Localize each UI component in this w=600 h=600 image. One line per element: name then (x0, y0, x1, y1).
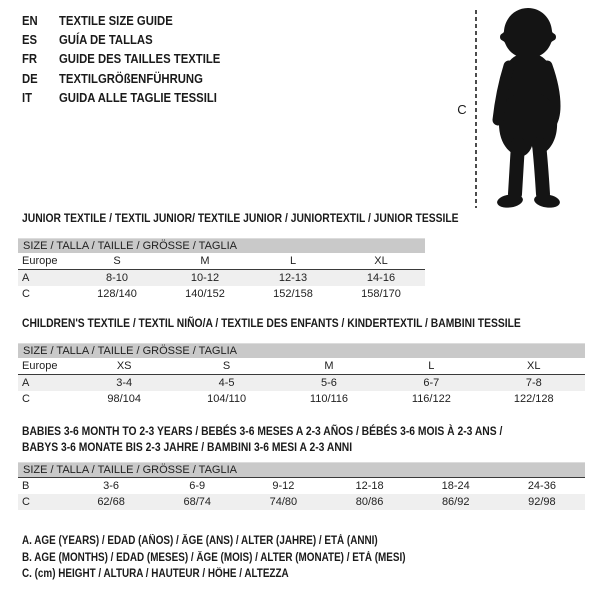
section-heading (22, 211, 530, 227)
value-cell: 86/92 (441, 496, 470, 508)
section-heading-line: JUNIOR TEXTILE / TEXTIL JUNIOR/ TEXTILE JUNIOR / JUNIORTEXTIL / JUNIOR TESSILE (22, 211, 459, 225)
table-header-row (18, 463, 585, 478)
value-cell: 80/86 (355, 496, 384, 508)
section-heading (22, 424, 581, 455)
footnotes (22, 533, 468, 583)
section-heading-line: CHILDREN'S TEXTILE / TEXTIL NIÑO/A / TEXTILE DES ENFANTS / KINDERTEXTIL / BAMBINI TESSILE (22, 316, 521, 330)
children-size-table (18, 343, 585, 407)
table-row (18, 358, 585, 375)
value-cell: 104/110 (207, 393, 247, 405)
value-cell: 10-12 (190, 272, 220, 284)
table-size-header: SIZE / TALLA / TAILLE / GRÖSSE / TAGLIA (18, 239, 425, 254)
table-row (18, 253, 425, 270)
height-c-label: C (457, 102, 467, 117)
language-list (22, 11, 244, 107)
value-cell: S (113, 255, 121, 267)
value-cell: 12-18 (355, 480, 384, 492)
junior-size-table (18, 238, 425, 302)
value-cell: 8-10 (105, 272, 129, 284)
section-heading-line: BABYS 3-6 MONATE BIS 2-3 JAHRE / BAMBINI 3-6 MESI A 2-3 ANNI (22, 439, 353, 454)
row-label-cell: C (22, 496, 30, 508)
value-cell: 68/74 (183, 496, 211, 508)
footnote-line: B. AGE (MONTHS) / EDAD (MESES) / ÂGE (MOIS) / ALTER (MONATE) / ETÀ (MESI) (22, 551, 406, 564)
section-heading (22, 316, 600, 332)
table-row (18, 286, 425, 302)
value-cell: 122/128 (513, 393, 554, 405)
table-row (18, 270, 425, 287)
table-header-row (18, 344, 585, 359)
language-title: GUIDA ALLE TAGLIE TESSILI (59, 89, 217, 105)
value-cell: 7-8 (525, 377, 542, 389)
table-size-header: SIZE / TALLA / TAILLE / GRÖSSE / TAGLIA (18, 344, 585, 359)
row-label-cell: C (22, 393, 30, 405)
value-cell: L (428, 360, 435, 372)
language-title: TEXTILE SIZE GUIDE (59, 13, 173, 28)
value-cell: 3-6 (103, 480, 120, 492)
value-cell: M (200, 255, 210, 267)
language-row (22, 69, 244, 88)
value-cell: 3-4 (116, 377, 133, 389)
language-code: EN (22, 13, 38, 28)
language-title: GUÍA DE TALLAS (59, 32, 153, 48)
row-label-cell: Europe (22, 255, 58, 267)
value-cell: M (324, 360, 334, 372)
language-row (22, 49, 244, 68)
value-cell: 128/140 (97, 288, 137, 300)
value-cell: 24-36 (527, 480, 556, 492)
row-label-cell: C (22, 288, 30, 300)
value-cell: 6-9 (189, 480, 206, 492)
language-row (22, 30, 244, 49)
value-cell: 5-6 (321, 377, 337, 389)
language-row (22, 88, 244, 107)
row-label-cell: B (22, 480, 30, 492)
value-cell: 98/104 (107, 393, 142, 405)
language-row (22, 11, 244, 30)
value-cell: 152/158 (273, 288, 313, 300)
height-measure-figure (450, 4, 585, 216)
value-cell: 140/152 (185, 288, 225, 300)
language-code: DE (22, 70, 38, 86)
language-code: ES (22, 32, 38, 48)
value-cell: S (222, 360, 231, 372)
row-label-cell: A (22, 377, 30, 389)
value-cell: 110/116 (309, 393, 349, 405)
table-row (18, 391, 585, 407)
value-cell: 12-13 (278, 272, 308, 284)
table-size-header: SIZE / TALLA / TAILLE / GRÖSSE / TAGLIA (18, 463, 585, 478)
value-cell: 62/68 (97, 496, 125, 508)
table-row (18, 478, 585, 495)
table-row (18, 375, 585, 392)
language-code: IT (22, 89, 33, 105)
row-label-cell: A (22, 272, 30, 284)
value-cell: 158/170 (361, 288, 401, 300)
height-dotted-line (475, 10, 477, 208)
value-cell: XL (527, 360, 541, 372)
table-header-row (18, 239, 425, 254)
value-cell: 6-7 (423, 377, 440, 389)
language-code: FR (22, 51, 38, 67)
value-cell: 92/98 (528, 496, 556, 508)
table-row (18, 494, 585, 510)
toddler-silhouette-icon (483, 6, 573, 212)
value-cell: XS (116, 360, 132, 372)
value-cell: 4-5 (218, 377, 235, 389)
value-cell: L (289, 255, 297, 267)
value-cell: 74/80 (269, 496, 298, 508)
value-cell: 9-12 (272, 480, 295, 492)
babies-size-table (18, 462, 585, 510)
value-cell: XL (374, 255, 388, 267)
row-label-cell: Europe (22, 360, 58, 372)
value-cell: 116/122 (411, 393, 451, 405)
value-cell: 14-16 (366, 272, 396, 284)
footnote-line: A. AGE (YEARS) / EDAD (AÑOS) / ÂGE (ANS) / ALTER (JAHRE) / ETÀ (ANNI) (22, 535, 378, 547)
section-heading-line: BABIES 3-6 MONTH TO 2-3 YEARS / BEBÉS 3-6 MESES A 2-3 AÑOS / BÉBÉS 3-6 MOIS À 2-3 ANS / (22, 424, 503, 438)
footnote-line: C. (cm) HEIGHT / ALTURA / HAUTEUR / HÖHE / ALTEZZA (22, 568, 289, 581)
language-title: TEXTILGRÖßENFÜHRUNG (59, 70, 203, 86)
language-title: GUIDE DES TAILLES TEXTILE (59, 51, 221, 67)
value-cell: 18-24 (441, 480, 470, 492)
